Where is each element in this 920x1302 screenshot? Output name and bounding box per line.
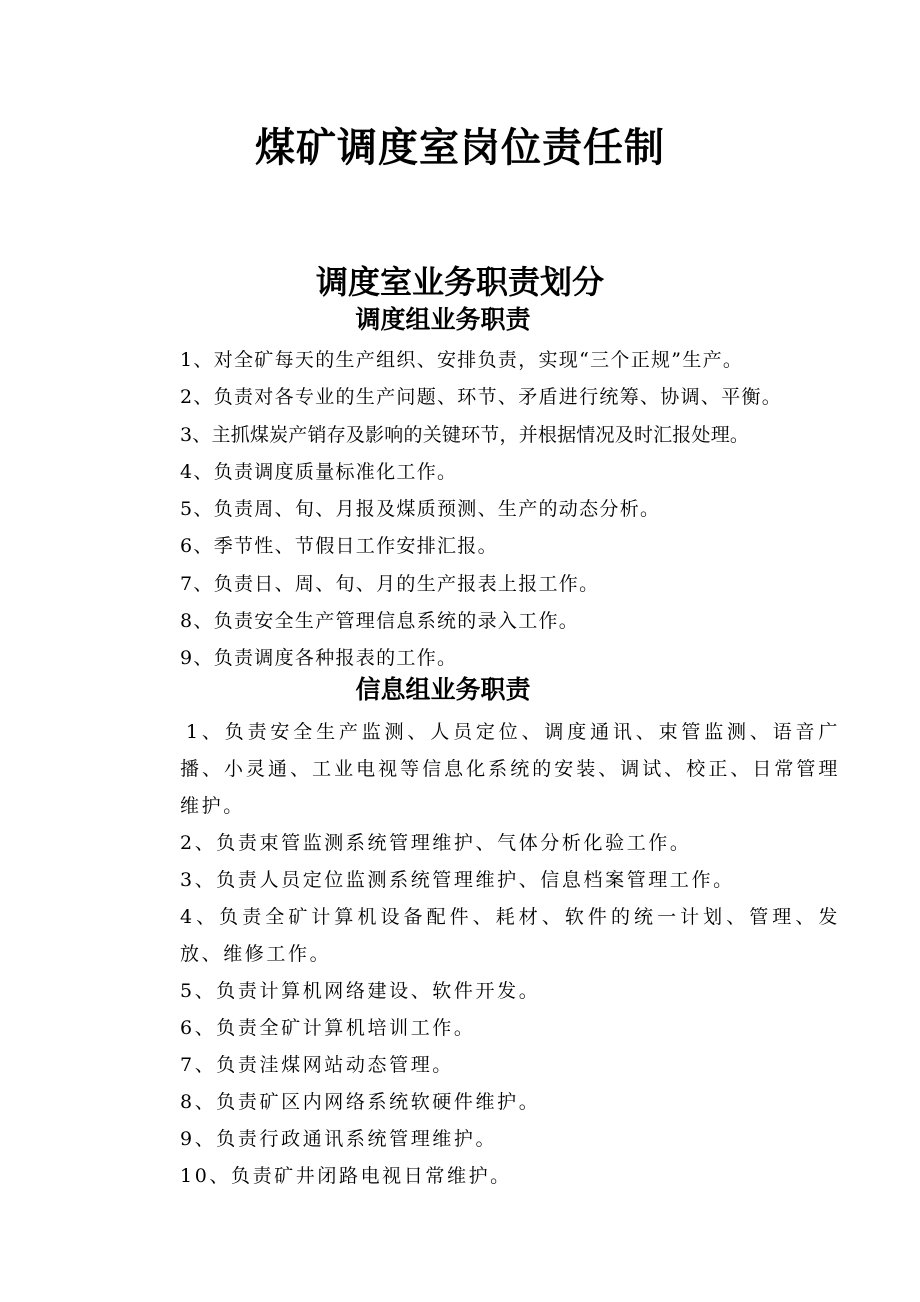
- dispatch-group-title: 调度组业务职责: [355, 305, 531, 334]
- info-duty-item: 7、负责洼煤网站动态管理。: [180, 1054, 454, 1076]
- info-duty-item: 1、负责安全生产监测、人员定位、调度通讯、束管监测、语音广播、小灵通、工业电视等信息化系统的安装、调试、校正、日常管理维护。: [180, 721, 840, 817]
- dispatch-duty-item: 7、负责日、周、旬、月的生产报表上报工作。: [180, 572, 600, 595]
- dispatch-duty-item: 9、负责调度各种报表的工作。: [180, 647, 458, 670]
- dispatch-duty-item: 8、负责安全生产管理信息系统的录入工作。: [180, 610, 580, 633]
- dispatch-duty-item: 2、负责对各专业的生产问题、环节、矛盾进行统筹、协调、平衡。: [180, 386, 783, 409]
- info-duty-item: 10、负责矿井闭路电视日常维护。: [180, 1165, 512, 1187]
- dispatch-duty-item: 6、季节性、节假日工作安排汇报。: [180, 535, 498, 558]
- dispatch-duty-item: 4、负责调度质量标准化工作。: [180, 460, 458, 483]
- dispatch-duty-item: 3、主抓煤炭产销存及影响的关键环节，并根据情况及时汇报处理。: [180, 423, 750, 446]
- dispatch-duty-item: 5、负责周、旬、月报及煤质预测、生产的动态分析。: [180, 498, 661, 521]
- info-duty-item: 6、负责全矿计算机培训工作。: [180, 1017, 476, 1039]
- info-duty-item: 8、负责矿区内网络系统软硬件维护。: [180, 1091, 541, 1113]
- document-title: 煤矿调度室岗位责任制: [255, 124, 665, 171]
- info-group-title: 信息组业务职责: [355, 675, 531, 704]
- info-duty-item: 5、负责计算机网络建设、软件开发。: [180, 980, 541, 1002]
- section-title: 调度室业务职责划分: [315, 263, 604, 301]
- info-duty-item: 4、负责全矿计算机设备配件、耗材、软件的统一计划、管理、发放、维修工作。: [180, 906, 840, 965]
- info-duty-item: 3、负责人员定位监测系统管理维护、信息档案管理工作。: [180, 869, 735, 891]
- info-duty-item: 9、负责行政通讯系统管理维护。: [180, 1128, 498, 1150]
- info-duty-list: [180, 714, 840, 1195]
- info-duty-item: 2、负责束管监测系统管理维护、气体分析化验工作。: [180, 832, 692, 854]
- dispatch-duty-item: 1、对全矿每天的生产组织、安排负责，实现“三个正规”生产。: [180, 349, 744, 371]
- dispatch-duty-list: [180, 342, 840, 678]
